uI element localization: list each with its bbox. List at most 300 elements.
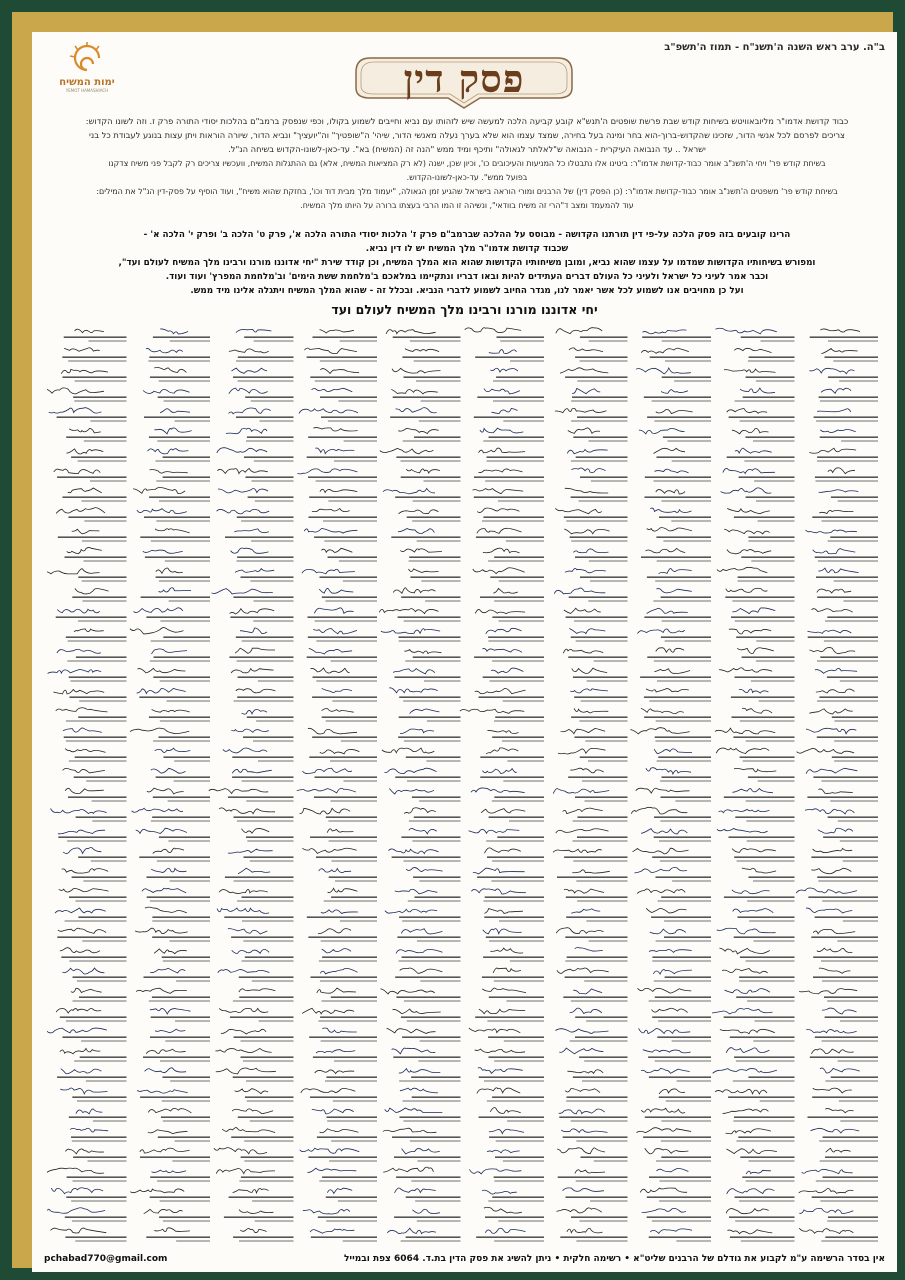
signer-name-line xyxy=(730,1236,795,1238)
signer-name-line xyxy=(652,956,711,958)
signer-name-line xyxy=(479,1116,544,1118)
signature-entry xyxy=(819,388,878,401)
signature-entry xyxy=(633,848,712,861)
signer-title-line xyxy=(576,880,627,881)
signer-title-line xyxy=(258,680,294,681)
signature-scribble xyxy=(302,1008,354,1014)
signer-name-line xyxy=(139,856,210,858)
signer-name-line xyxy=(144,976,211,978)
signature-entry xyxy=(387,1028,461,1041)
signature-entry xyxy=(219,808,293,822)
signer-title-line xyxy=(69,960,126,961)
signature-entry xyxy=(646,768,711,782)
signer-name-line xyxy=(807,796,878,798)
signature-scribble xyxy=(217,509,270,513)
signer-title-line xyxy=(743,760,795,761)
signature-scribble xyxy=(222,1128,275,1133)
signer-name-line xyxy=(495,1156,544,1158)
signature-entry xyxy=(556,829,628,842)
signature-entry xyxy=(153,329,210,342)
signer-name-line xyxy=(152,916,210,918)
signer-name-line xyxy=(817,876,878,878)
signer-name-line xyxy=(480,756,544,758)
signer-title-line xyxy=(584,1060,627,1061)
signer-title-line xyxy=(69,760,127,761)
signer-name-line xyxy=(724,896,795,898)
signature-scribble xyxy=(641,1068,690,1073)
signature-scribble xyxy=(733,909,774,913)
signature-scribble xyxy=(719,809,770,812)
signer-name-line xyxy=(163,456,210,458)
signature-scribble xyxy=(404,650,441,654)
signer-name-line xyxy=(402,1036,460,1038)
signature-scribble xyxy=(320,489,357,492)
signature-scribble xyxy=(473,868,525,874)
signature-scribble xyxy=(217,448,267,453)
signature-scribble xyxy=(631,807,687,814)
signature-entry xyxy=(234,689,294,702)
signature-entry xyxy=(722,969,794,982)
signer-name-line xyxy=(397,936,460,938)
signer-title-line xyxy=(237,900,293,901)
signature-scribble xyxy=(563,808,603,814)
signature-entry xyxy=(398,428,460,441)
signature-scribble xyxy=(231,669,273,673)
signer-title-line xyxy=(159,380,210,381)
signer-name-line xyxy=(327,1116,378,1118)
signature-entry xyxy=(799,1189,878,1202)
signer-name-line xyxy=(580,576,628,578)
signer-name-line xyxy=(643,1136,711,1138)
signer-title-line xyxy=(821,1240,878,1241)
signer-name-line xyxy=(72,596,126,598)
signer-name-line xyxy=(65,556,127,558)
signature-entry xyxy=(217,908,294,922)
signer-name-line xyxy=(63,496,127,498)
signature-entry xyxy=(727,508,794,521)
signer-name-line xyxy=(813,956,878,958)
signature-scribble xyxy=(641,829,687,834)
signature-scribble xyxy=(308,728,357,734)
signer-title-line xyxy=(662,340,711,341)
signature-entry xyxy=(233,1228,293,1241)
signature-scribble xyxy=(481,809,525,814)
signer-title-line xyxy=(818,560,878,561)
signature-entry xyxy=(62,968,126,982)
signer-name-line xyxy=(64,336,127,338)
signature-entry xyxy=(815,468,878,482)
signer-title-line xyxy=(260,420,294,421)
signature-entry xyxy=(47,1168,127,1181)
signature-entry xyxy=(723,468,795,481)
signature-scribble xyxy=(229,388,268,394)
signature-scribble xyxy=(228,849,273,853)
signer-title-line xyxy=(571,420,627,421)
signer-name-line xyxy=(57,476,126,478)
signature-scribble xyxy=(799,1208,853,1213)
signer-name-line xyxy=(233,376,294,378)
signature-entry xyxy=(476,1228,544,1241)
signature-scribble xyxy=(320,369,359,374)
signer-title-line xyxy=(82,580,127,581)
signature-scribble xyxy=(226,428,267,434)
signer-name-line xyxy=(476,536,544,538)
signer-name-line xyxy=(656,536,711,538)
signature-entry xyxy=(308,608,378,622)
signature-scribble xyxy=(473,568,525,574)
signature-entry xyxy=(634,868,711,882)
signature-scribble xyxy=(148,1108,191,1113)
signature-scribble xyxy=(389,849,439,854)
signature-scribble xyxy=(561,1129,607,1133)
signature-entry xyxy=(570,1008,628,1022)
signer-name-line xyxy=(494,796,544,798)
signer-title-line xyxy=(74,400,126,401)
signer-name-line xyxy=(657,456,712,458)
signature-entry xyxy=(409,569,461,582)
signature-entry xyxy=(381,989,461,1002)
signature-scribble xyxy=(219,808,275,814)
signer-name-line xyxy=(400,1116,461,1118)
signer-title-line xyxy=(241,520,293,521)
signature-scribble xyxy=(212,589,273,594)
signature-entry xyxy=(573,549,627,562)
signer-title-line xyxy=(821,960,878,961)
signer-name-line xyxy=(738,576,795,578)
signer-title-line xyxy=(824,640,878,641)
signer-name-line xyxy=(69,676,127,678)
signer-name-line xyxy=(746,496,795,498)
signature-scribble xyxy=(636,788,690,793)
signature-scribble xyxy=(392,1048,436,1054)
signature-entry xyxy=(631,807,711,821)
signer-name-line xyxy=(63,1036,127,1038)
signature-entry xyxy=(641,829,711,842)
signature-scribble xyxy=(60,1088,107,1094)
signature-scribble xyxy=(721,488,772,493)
signer-title-line xyxy=(657,760,711,761)
signature-scribble xyxy=(393,669,435,674)
signature-scribble xyxy=(557,1208,602,1213)
signer-name-line xyxy=(813,776,878,778)
signer-title-line xyxy=(822,1040,878,1041)
signer-name-line xyxy=(749,356,795,358)
signature-entry xyxy=(646,908,711,921)
signer-title-line xyxy=(761,340,795,341)
signature-scribble xyxy=(155,529,190,533)
signer-name-line xyxy=(657,1036,711,1038)
signature-scribble xyxy=(650,508,691,512)
signer-title-line xyxy=(405,660,460,661)
signer-title-line xyxy=(570,1040,628,1041)
signer-name-line xyxy=(149,716,210,718)
signature-entry xyxy=(63,768,127,781)
signature-entry xyxy=(644,390,711,402)
signature-entry xyxy=(54,469,127,482)
signer-title-line xyxy=(577,380,627,381)
signer-title-line xyxy=(760,1100,795,1101)
signature-scribble xyxy=(304,348,357,354)
signature-entry xyxy=(732,849,794,862)
signer-title-line xyxy=(243,1060,294,1061)
signer-title-line xyxy=(318,1020,377,1021)
signer-name-line xyxy=(320,1016,377,1018)
signature-entry xyxy=(380,448,461,461)
signature-scribble xyxy=(393,588,435,594)
signer-title-line xyxy=(83,600,127,601)
signature-entry xyxy=(487,730,544,741)
signer-title-line xyxy=(415,1200,460,1201)
signature-scribble xyxy=(47,1028,107,1033)
signer-title-line xyxy=(565,960,627,961)
signature-scribble xyxy=(54,469,100,474)
ruling-paragraph: שכבוד קדושת אדמו"ר מלך המשיח יש לו דין נביא. xyxy=(365,244,569,254)
signer-title-line xyxy=(168,840,210,841)
signature-entry xyxy=(319,588,377,601)
signature-entry xyxy=(56,1008,126,1021)
signature-scribble xyxy=(725,989,770,994)
signature-entry xyxy=(51,1228,127,1242)
signature-scribble xyxy=(802,1169,853,1173)
signature-scribble xyxy=(235,1089,269,1094)
signature-scribble xyxy=(395,889,438,894)
signer-title-line xyxy=(90,480,127,481)
signer-name-line xyxy=(474,476,544,478)
signer-name-line xyxy=(309,516,378,518)
signer-name-line xyxy=(564,856,627,858)
signer-name-line xyxy=(409,556,460,558)
signer-name-line xyxy=(823,1176,878,1178)
signer-title-line xyxy=(494,600,544,601)
signer-title-line xyxy=(675,800,711,801)
signature-scribble xyxy=(575,947,603,951)
signer-title-line xyxy=(659,1200,711,1201)
signature-scribble xyxy=(134,608,183,613)
signature-scribble xyxy=(63,847,101,853)
signature-scribble xyxy=(385,1108,443,1113)
signer-name-line xyxy=(477,396,544,398)
signer-name-line xyxy=(568,656,627,658)
signer-title-line xyxy=(324,540,377,541)
signature-entry xyxy=(386,330,460,342)
signature-entry xyxy=(476,528,544,541)
signer-title-line xyxy=(319,1180,377,1181)
signature-entry xyxy=(479,1108,544,1122)
signer-title-line xyxy=(175,1140,210,1141)
signature-entry xyxy=(553,849,627,861)
signature-scribble xyxy=(646,908,686,913)
signer-name-line xyxy=(73,396,126,398)
signature-entry xyxy=(142,888,210,901)
signer-name-line xyxy=(244,456,294,458)
signer-name-line xyxy=(661,1156,711,1158)
signer-title-line xyxy=(327,1120,377,1121)
signer-title-line xyxy=(652,960,711,961)
signature-entry xyxy=(226,428,294,441)
signer-name-line xyxy=(575,356,627,358)
signer-title-line xyxy=(506,540,544,541)
signer-name-line xyxy=(151,1016,210,1018)
signer-title-line xyxy=(328,500,377,501)
signer-name-line xyxy=(819,396,878,398)
title-plaque xyxy=(350,52,578,112)
signer-title-line xyxy=(657,560,711,561)
signer-title-line xyxy=(483,440,544,441)
signature-scribble xyxy=(572,388,600,393)
signer-name-line xyxy=(488,636,544,638)
signature-entry xyxy=(474,469,544,482)
signature-entry xyxy=(799,1208,878,1221)
signature-entry xyxy=(156,568,210,582)
signature-entry xyxy=(136,988,210,1001)
signature-scribble xyxy=(820,329,860,332)
signature-scribble xyxy=(818,828,853,833)
signature-entry xyxy=(219,889,293,901)
signer-title-line xyxy=(744,460,794,461)
signature-entry xyxy=(806,530,879,542)
signature-entry xyxy=(315,1070,377,1082)
signature-entry xyxy=(727,1149,795,1162)
signature-scribble xyxy=(713,1069,777,1074)
signer-name-line xyxy=(479,696,544,698)
signature-scribble xyxy=(318,929,351,934)
signer-name-line xyxy=(741,336,795,338)
signature-entry xyxy=(645,469,711,481)
signature-scribble xyxy=(133,487,185,493)
signer-name-line xyxy=(231,936,293,938)
signature-scribble xyxy=(64,348,100,352)
contact-email[interactable]: pchabad770@gmail.com xyxy=(44,1254,168,1264)
signature-scribble xyxy=(478,469,522,473)
signature-scribble xyxy=(732,608,775,614)
signer-title-line xyxy=(840,1120,878,1121)
signer-title-line xyxy=(93,1120,127,1121)
signature-scribble xyxy=(819,968,851,973)
signer-name-line xyxy=(153,676,210,678)
signature-scribble xyxy=(404,808,436,814)
signature-entry xyxy=(235,1089,294,1102)
signer-title-line xyxy=(241,1040,294,1041)
signature-entry xyxy=(566,909,627,922)
signature-scribble xyxy=(400,549,442,552)
signer-name-line xyxy=(234,816,294,818)
signature-scribble xyxy=(239,1210,273,1214)
intro-paragraph: בשיחת קודש פר' משפטים ה'תשנ"ב אומר כבוד-קדושת אדמו"ר: (כן הפסק דין) של הרבנים ומורי הוראה בישראל שהגיע זמן הגאולה, "יעמוד מלך מבית דוד וכו', בחזקת שהוא משיח", ועוד הוסיף על פסק-דין הנ"ל את המילים: xyxy=(96,187,838,196)
signature-scribble xyxy=(570,1008,602,1013)
signer-name-line xyxy=(830,536,878,538)
signature-entry xyxy=(141,588,210,602)
signature-entry xyxy=(229,1189,294,1202)
signer-title-line xyxy=(426,760,460,761)
signature-entry xyxy=(321,548,377,561)
signature-scribble xyxy=(818,568,858,573)
signer-title-line xyxy=(498,1220,544,1221)
signer-title-line xyxy=(152,920,210,921)
signature-scribble xyxy=(555,408,607,412)
signer-title-line xyxy=(656,1160,711,1161)
signer-title-line xyxy=(835,720,879,721)
signature-scribble xyxy=(486,748,518,754)
signer-name-line xyxy=(812,1096,878,1098)
signer-name-line xyxy=(729,416,795,418)
signer-name-line xyxy=(68,796,127,798)
signer-name-line xyxy=(71,456,126,458)
signer-name-line xyxy=(571,1216,628,1218)
signature-entry xyxy=(811,929,878,941)
signer-name-line xyxy=(565,376,627,378)
signature-entry xyxy=(307,1168,377,1181)
signature-entry xyxy=(821,349,878,362)
signer-name-line xyxy=(815,556,878,558)
signature-entry xyxy=(796,888,878,902)
signer-name-line xyxy=(733,736,794,738)
signer-title-line xyxy=(756,640,794,641)
signer-name-line xyxy=(492,616,544,618)
signer-name-line xyxy=(394,1156,461,1158)
signature-entry xyxy=(636,368,711,382)
signature-entry xyxy=(641,348,711,361)
signer-title-line xyxy=(176,980,210,981)
signer-name-line xyxy=(477,876,544,878)
signer-title-line xyxy=(500,340,544,341)
signature-entry xyxy=(64,329,127,341)
signer-title-line xyxy=(649,700,711,701)
signer-title-line xyxy=(76,900,127,901)
signer-name-line xyxy=(641,556,711,558)
signature-scribble xyxy=(811,868,851,873)
signer-title-line xyxy=(90,420,126,421)
signature-entry xyxy=(809,709,878,722)
signer-title-line xyxy=(494,1060,544,1061)
signature-scribble xyxy=(558,748,605,754)
signer-title-line xyxy=(576,1140,627,1141)
signer-name-line xyxy=(404,376,461,378)
signer-title-line xyxy=(838,820,878,821)
signature-entry xyxy=(147,788,210,802)
signer-title-line xyxy=(316,680,377,681)
signer-name-line xyxy=(401,476,461,478)
signature-scribble xyxy=(322,688,352,692)
signer-name-line xyxy=(658,756,711,758)
signer-title-line xyxy=(160,1200,210,1201)
signer-name-line xyxy=(79,996,127,998)
signer-title-line xyxy=(331,660,377,661)
signer-name-line xyxy=(308,436,377,438)
signer-title-line xyxy=(822,900,878,901)
signature-scribble xyxy=(799,1228,853,1233)
signature-entry xyxy=(555,408,628,421)
signer-name-line xyxy=(566,896,628,898)
signer-title-line xyxy=(496,1140,544,1141)
signature-entry xyxy=(57,1069,126,1082)
signature-scribble xyxy=(567,1228,603,1233)
signer-name-line xyxy=(392,856,461,858)
signature-entry xyxy=(299,409,377,422)
signer-name-line xyxy=(396,996,460,998)
signature-scribble xyxy=(493,588,518,593)
signature-scribble xyxy=(231,729,269,732)
signature-entry xyxy=(49,408,127,422)
signer-title-line xyxy=(756,380,795,381)
signer-name-line xyxy=(322,956,377,958)
signature-entry xyxy=(232,949,294,961)
signer-title-line xyxy=(256,720,293,721)
signer-title-line xyxy=(170,880,210,881)
signature-entry xyxy=(137,509,210,522)
signature-entry xyxy=(400,1088,461,1102)
signer-name-line xyxy=(234,1036,294,1038)
signer-name-line xyxy=(163,476,210,478)
